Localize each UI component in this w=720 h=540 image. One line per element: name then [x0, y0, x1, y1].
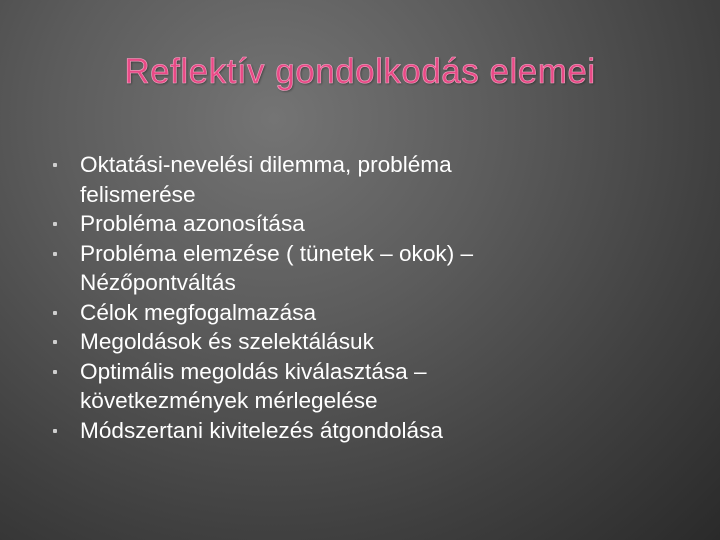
bullet-text-line-2: következmények mérlegelése	[80, 388, 378, 413]
bullet-text-line-2: felismerése	[80, 181, 196, 207]
bullet-item	[50, 150, 670, 209]
bullet-icon	[53, 222, 57, 226]
bullet-icon	[53, 163, 57, 167]
bullet-text-line-1: Célok megfogalmazása	[80, 299, 317, 325]
bullet-item	[50, 209, 670, 239]
bullet-item	[50, 416, 670, 446]
bullet-list	[50, 150, 670, 445]
bullet-text-line-1: Probléma elemzése ( tünetek – okok) –	[80, 240, 474, 266]
bullet-icon	[53, 311, 57, 315]
bullet-icon	[53, 370, 57, 374]
bullet-item	[50, 298, 670, 328]
bullet-text-line-1: Módszertani kivitelezés átgondolása	[80, 417, 443, 443]
bullet-text-line-1: Oktatási-nevelési dilemma, probléma	[80, 152, 452, 177]
bullet-text-line-1: Optimális megoldás kiválasztása –	[80, 358, 427, 384]
bullet-text-line-1: Probléma azonosítása	[80, 211, 305, 236]
bullet-item	[50, 239, 670, 298]
slide-title: Reflektív gondolkodás elemei	[124, 52, 596, 91]
bullet-text-line-1: Megoldások és szelektálásuk	[80, 329, 374, 354]
bullet-icon	[53, 340, 57, 344]
bullet-text-line-2: Nézőpontváltás	[80, 270, 236, 295]
bullet-icon	[53, 429, 57, 433]
bullet-item	[50, 357, 670, 416]
bullet-item	[50, 327, 670, 357]
bullet-icon	[53, 252, 57, 256]
